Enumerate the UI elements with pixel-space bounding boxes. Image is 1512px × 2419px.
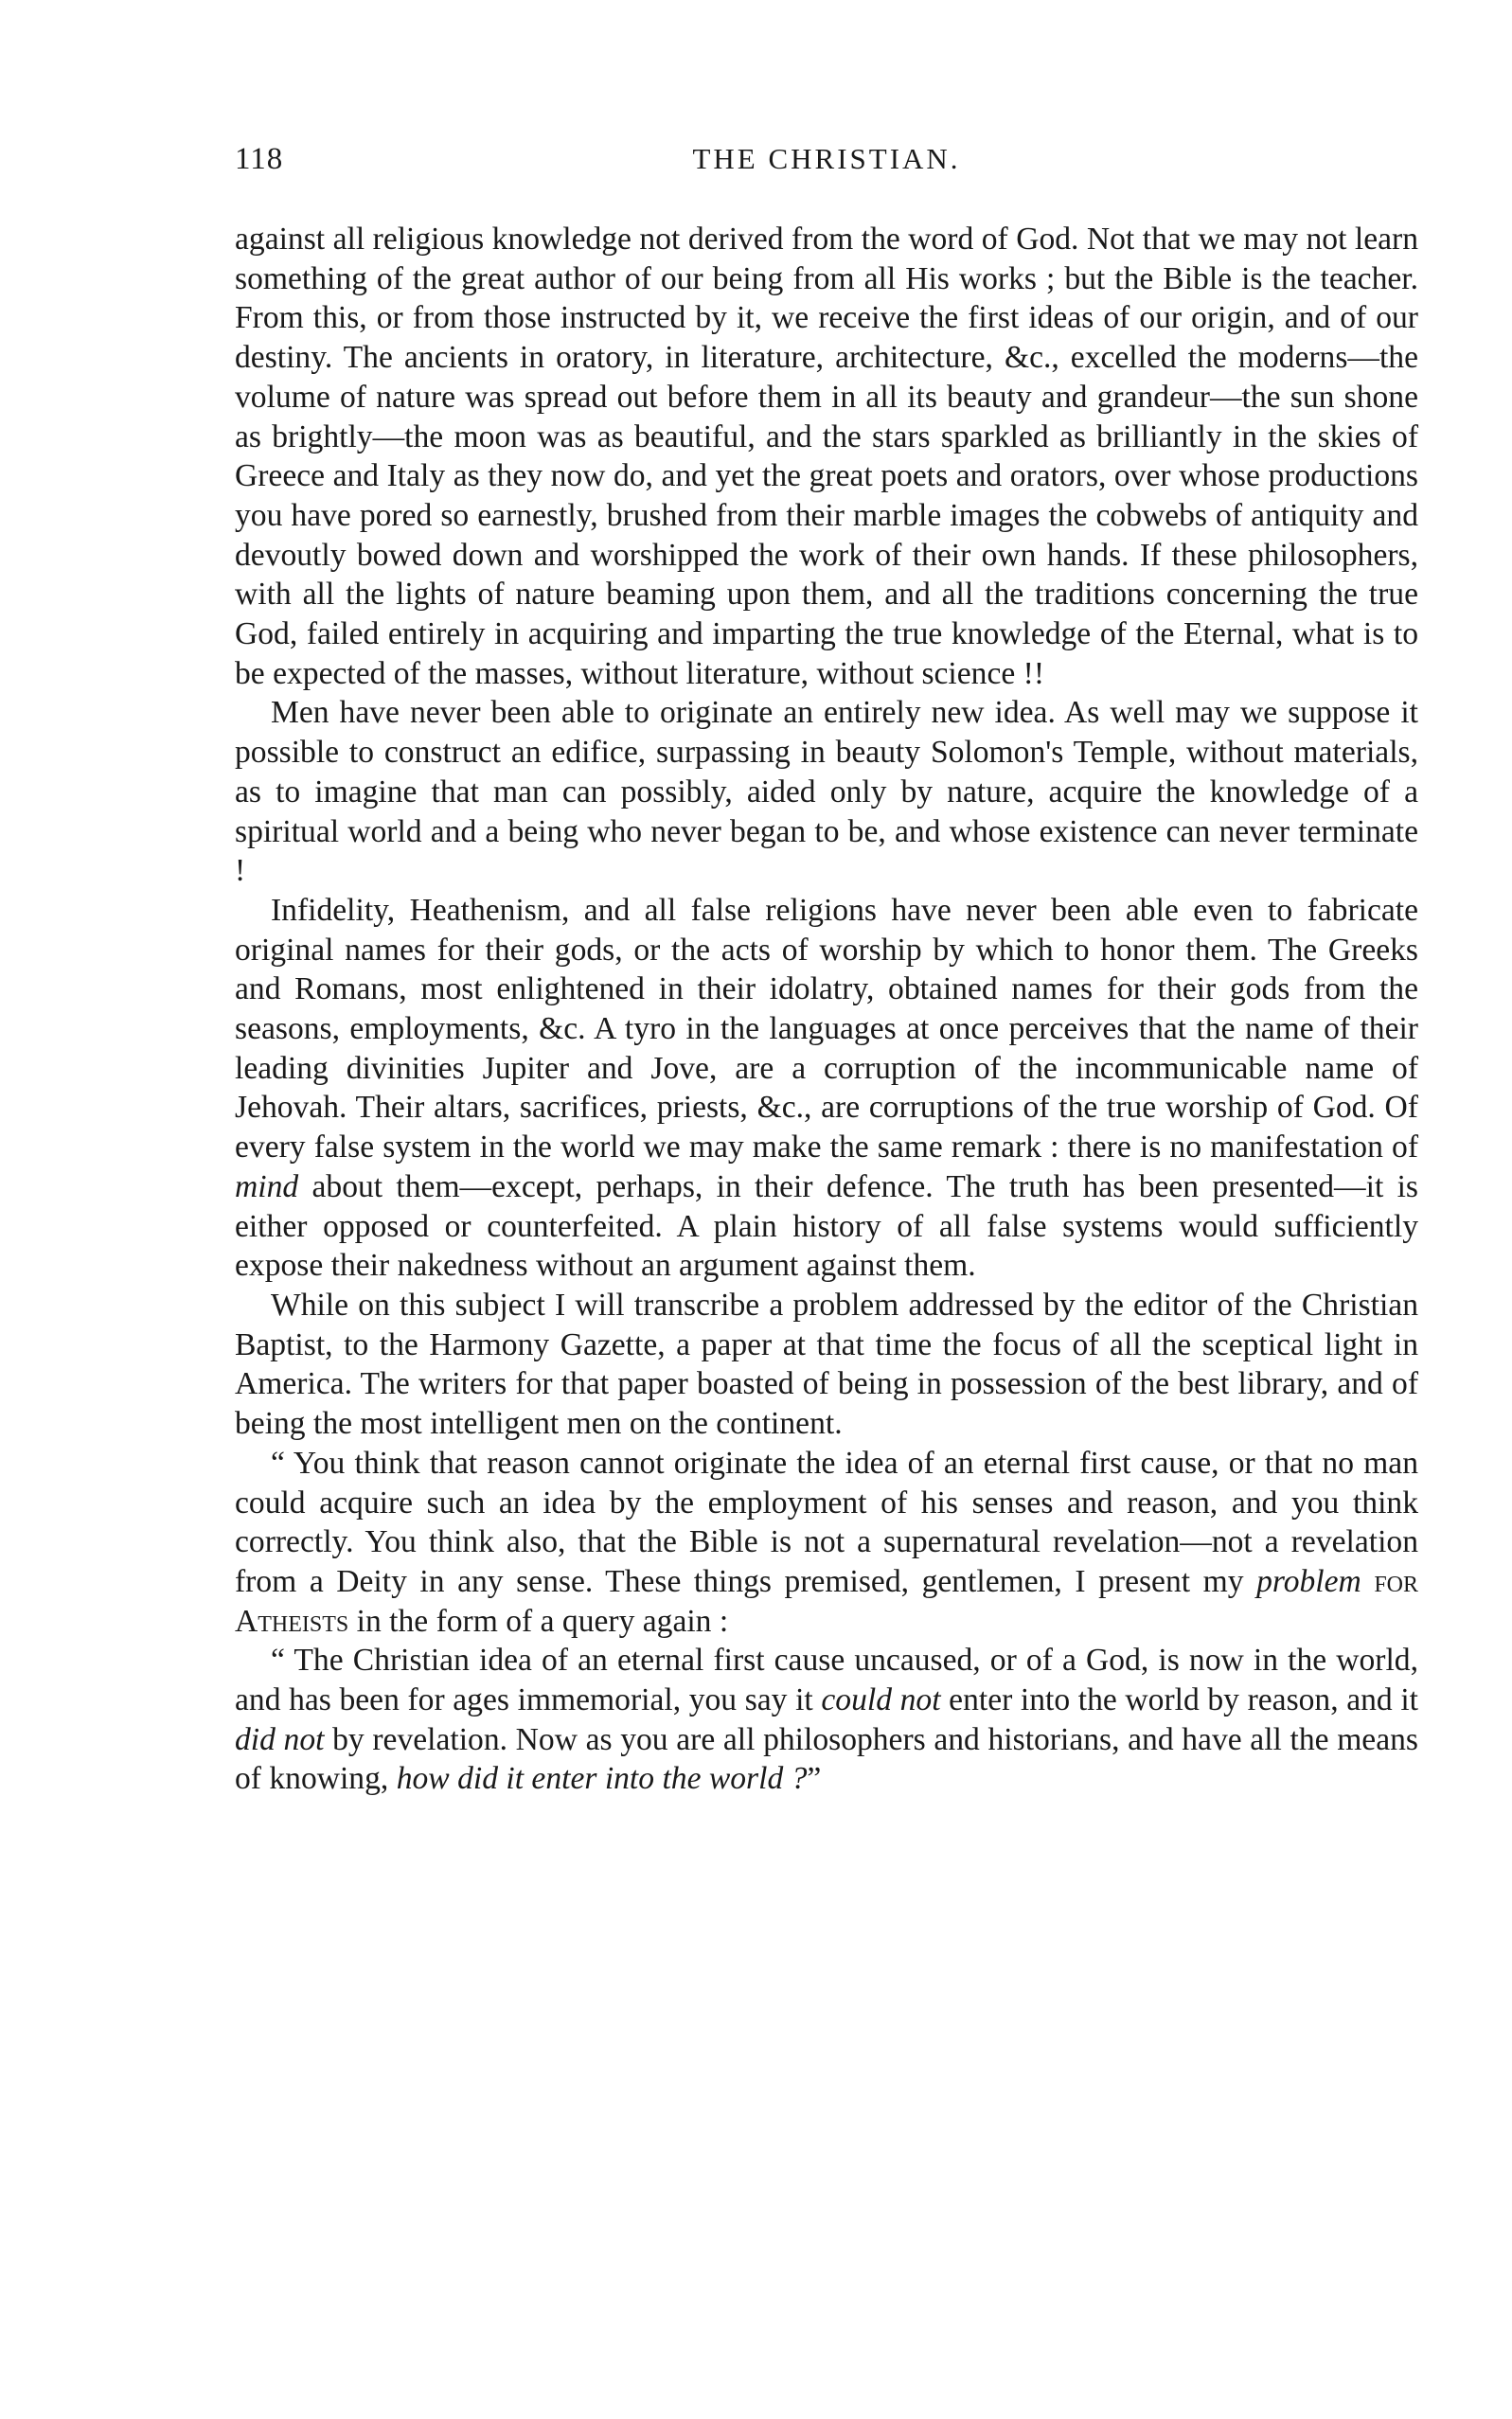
quotation-1-text-b: in the form of a query again : bbox=[356, 1603, 729, 1639]
paragraph-2 bbox=[235, 693, 1418, 891]
quotation-1-small-caps: for Atheists bbox=[235, 1563, 1419, 1639]
quotation-1 bbox=[235, 1444, 1418, 1642]
quotation-1-text-a: “ You think that reason cannot originate the idea of an eternal first cause, or that no man could acquire such an idea by the employment of his senses and reason, and you think correctly. You think also, that the Bible is not a supernatural revelation—not a revelation from a Deity in any sense. These things premised, gentlemen, I present my bbox=[235, 1445, 1418, 1599]
quotation-2-italic-did-not: did not bbox=[235, 1721, 325, 1757]
quotation-2-italic-question: how did it enter into the world ? bbox=[396, 1761, 808, 1797]
running-title: THE CHRISTIAN. bbox=[692, 142, 961, 175]
paragraph-3-text-a: Infidelity, Heathenism, and all false religions have never been able even to fabricate original names for their gods, or the acts of worship by which to honor them. The Greeks and Romans, most enlightened in their idolatry, obtained names for their gods from the seasons, employments, &c. A tyro in the languages at once perceives that the name of their leading divinities Jupiter and Jove, are a corruption of the incommunicable name of Jehovah. Their altars, sacrifices, priests, &c., are corruptions of the true worship of God. Of every false system in the world we may make the same remark : there is no manifestation of bbox=[235, 892, 1418, 1165]
quotation-2-text-a: “ The Christian idea of an eternal first cause uncaused, or of a God, is now in the world, and has been for ages immemorial, you say it bbox=[235, 1643, 1418, 1718]
paragraph-4-text: While on this subject I will transcribe a problem addressed by the editor of the Christian Baptist, to the Harmony Gazette, a paper at that time the focus of all the sceptical light in America. The writers for that paper boasted of being in possession of the best library, and of being the most intelligent men on the continent. bbox=[235, 1287, 1418, 1442]
quotation-2-text-c: by revelation. Now as you are all philosophers and historians, and have all the means of knowing, bbox=[235, 1721, 1418, 1797]
body-text bbox=[235, 220, 1418, 1799]
quotation-1-italic-problem: problem bbox=[1256, 1563, 1361, 1599]
paragraph-3 bbox=[235, 891, 1418, 1286]
paragraph-1 bbox=[235, 220, 1418, 693]
quotation-2 bbox=[235, 1641, 1418, 1799]
quotation-2-italic-could-not: could not bbox=[821, 1682, 941, 1718]
paragraph-3-italic-mind: mind bbox=[235, 1168, 299, 1204]
page-number: 118 bbox=[235, 142, 284, 176]
running-head bbox=[235, 142, 1418, 189]
paragraph-1-text: against all religious knowledge not derived from the word of God. Not that we may not learn something of the great author of our being from all His works ; but the Bible is the teacher. From this, or from those instructed by it, we receive the first ideas of our origin, and of our destiny. The ancients in oratory, in literature, architecture, &c., excelled the moderns—the volume of nature was spread out before them in all its beauty and grandeur—the sun shone as brightly—the moon was as beautiful, and the stars sparkled as brilliantly in the skies of Greece and Italy as they now do, and yet the great poets and orators, over whose productions you have pored so earnestly, brushed from their marble images the cobwebs of antiquity and devoutly bowed down and worshipped the work of their own hands. If these philosophers, with all the lights of nature beaming upon them, and all the traditions concerning the true God, failed entirely in acquiring and imparting the true knowledge of the Eternal, what is to be expected of the masses, without literature, without science !! bbox=[235, 222, 1418, 691]
paragraph-4 bbox=[235, 1286, 1418, 1444]
paragraph-2-text: Men have never been able to originate an entirely new idea. As well may we suppose it possible to construct an edifice, surpassing in beauty Solomon's Temple, without materials, as to imagine that man can possibly, aided only by nature, acquire the knowledge of a spiritual world and a being who never began to be, and whose existence can never terminate ! bbox=[235, 695, 1418, 889]
quotation-2-close-quote: ” bbox=[807, 1761, 822, 1797]
paragraph-3-text-b: about them—except, perhaps, in their defence. The truth has been presented—it is either opposed or counterfeited. A plain history of all false systems would sufficiently expose their nakedness without an argument against them. bbox=[235, 1168, 1418, 1284]
quotation-2-text-b: enter into the world by reason, and it bbox=[949, 1682, 1418, 1718]
